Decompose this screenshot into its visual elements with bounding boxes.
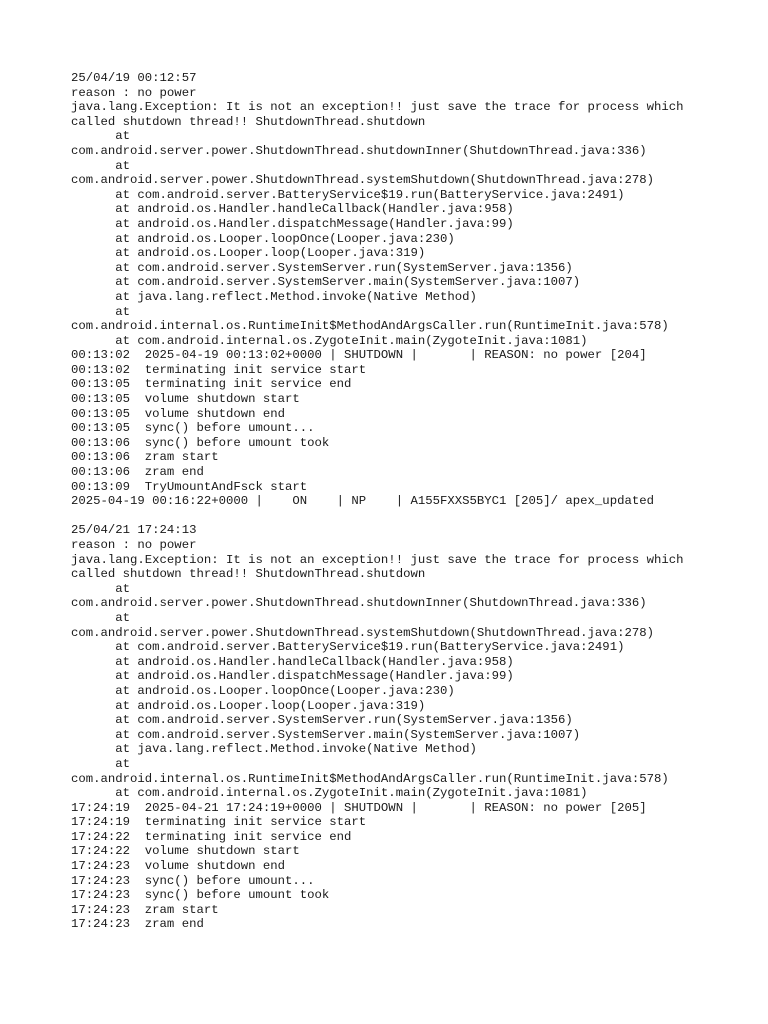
log-line: 00:13:05 sync() before umount...	[71, 421, 315, 436]
log-line: 17:24:23 volume shutdown end	[71, 859, 286, 874]
log-line: 17:24:19 terminating init service start	[71, 815, 367, 830]
log-line: 00:13:06 sync() before umount took	[71, 435, 330, 450]
log-line: at com.android.server.BatteryService$19.run(BatteryService.java:2491)	[71, 187, 625, 202]
log-line: at android.os.Handler.dispatchMessage(Handler.java:99)	[71, 216, 514, 231]
log-line: at	[71, 610, 131, 625]
log-line: at com.android.server.SystemServer.main(SystemServer.java:1007)	[71, 275, 581, 290]
log-line: java.lang.Exception: It is not an exception!! just save the trace for process which	[71, 552, 684, 567]
log-line: at android.os.Looper.loopOnce(Looper.java:230)	[71, 231, 455, 246]
log-line: 00:13:06 zram start	[71, 450, 219, 465]
log-line: com.android.internal.os.RuntimeInit$MethodAndArgsCaller.run(RuntimeInit.java:578)	[71, 771, 669, 786]
log-line: com.android.internal.os.RuntimeInit$MethodAndArgsCaller.run(RuntimeInit.java:578)	[71, 319, 669, 334]
log-line: com.android.server.power.ShutdownThread.systemShutdown(ShutdownThread.java:278)	[71, 625, 654, 640]
log-line: 17:24:23 zram start	[71, 902, 219, 917]
log-line: reason : no power	[71, 538, 197, 552]
log-line: 00:13:02 2025-04-19 00:13:02+0000 | SHUTDOWN | | REASON: no power [204]	[71, 348, 647, 363]
log-line: at com.android.server.SystemServer.run(SystemServer.java:1356)	[71, 713, 573, 728]
log-line: at	[71, 158, 131, 173]
log-entry-block	[71, 71, 751, 509]
log-line: 00:13:06 zram end	[71, 465, 204, 480]
log-line: at android.os.Looper.loop(Looper.java:319)	[71, 698, 426, 713]
log-line: at	[71, 129, 131, 144]
log-line: at com.android.server.SystemServer.run(SystemServer.java:1356)	[71, 260, 573, 275]
log-line: 00:13:09 TryUmountAndFsck start	[71, 479, 308, 494]
log-line: com.android.server.power.ShutdownThread.shutdownInner(ShutdownThread.java:336)	[71, 596, 647, 611]
log-line: 17:24:23 zram end	[71, 917, 204, 932]
log-line: 17:24:19 2025-04-21 17:24:19+0000 | SHUTDOWN | | REASON: no power [205]	[71, 800, 647, 815]
log-entry-block	[71, 523, 751, 932]
log-line: 17:24:22 terminating init service end	[71, 829, 352, 844]
log-line: 17:24:22 volume shutdown start	[71, 844, 300, 859]
log-line: java.lang.Exception: It is not an exception!! just save the trace for process which	[71, 100, 684, 115]
log-line: at	[71, 756, 131, 771]
log-line: at android.os.Handler.handleCallback(Handler.java:958)	[71, 202, 514, 217]
log-line: called shutdown thread!! ShutdownThread.shutdown	[71, 567, 426, 582]
log-line: at android.os.Looper.loopOnce(Looper.java:230)	[71, 683, 455, 698]
log-line: 2025-04-19 00:16:22+0000 | ON | NP | A155FXXS5BYC1 [205]/ apex_updated	[71, 494, 654, 509]
log-line: 25/04/19 00:12:57	[71, 71, 197, 85]
log-line: at com.android.server.SystemServer.main(SystemServer.java:1007)	[71, 727, 581, 742]
log-line: 00:13:05 terminating init service end	[71, 377, 352, 392]
log-line: com.android.server.power.ShutdownThread.shutdownInner(ShutdownThread.java:336)	[71, 143, 647, 158]
log-line: at java.lang.reflect.Method.invoke(Native Method)	[71, 742, 477, 757]
log-line: at com.android.internal.os.ZygoteInit.main(ZygoteInit.java:1081)	[71, 786, 588, 801]
log-line: at android.os.Handler.handleCallback(Handler.java:958)	[71, 654, 514, 669]
log-line: at android.os.Looper.loop(Looper.java:319)	[71, 246, 426, 261]
log-line: 00:13:05 volume shutdown start	[71, 392, 300, 407]
log-line: called shutdown thread!! ShutdownThread.shutdown	[71, 114, 426, 129]
log-line: at java.lang.reflect.Method.invoke(Native Method)	[71, 289, 477, 304]
log-document	[71, 71, 751, 932]
log-line: at	[71, 304, 131, 319]
log-line: 17:24:23 sync() before umount...	[71, 873, 315, 888]
log-line: 25/04/21 17:24:13	[71, 523, 197, 538]
log-line: 17:24:23 sync() before umount took	[71, 888, 330, 903]
log-line: reason : no power	[71, 85, 197, 100]
log-line: at com.android.internal.os.ZygoteInit.main(ZygoteInit.java:1081)	[71, 333, 588, 348]
log-line: at com.android.server.BatteryService$19.run(BatteryService.java:2491)	[71, 640, 625, 655]
log-line: com.android.server.power.ShutdownThread.systemShutdown(ShutdownThread.java:278)	[71, 173, 654, 188]
log-line: at android.os.Handler.dispatchMessage(Handler.java:99)	[71, 669, 514, 684]
log-line: 00:13:02 terminating init service start	[71, 362, 367, 377]
log-line: 00:13:05 volume shutdown end	[71, 406, 286, 421]
log-line: at	[71, 581, 131, 596]
